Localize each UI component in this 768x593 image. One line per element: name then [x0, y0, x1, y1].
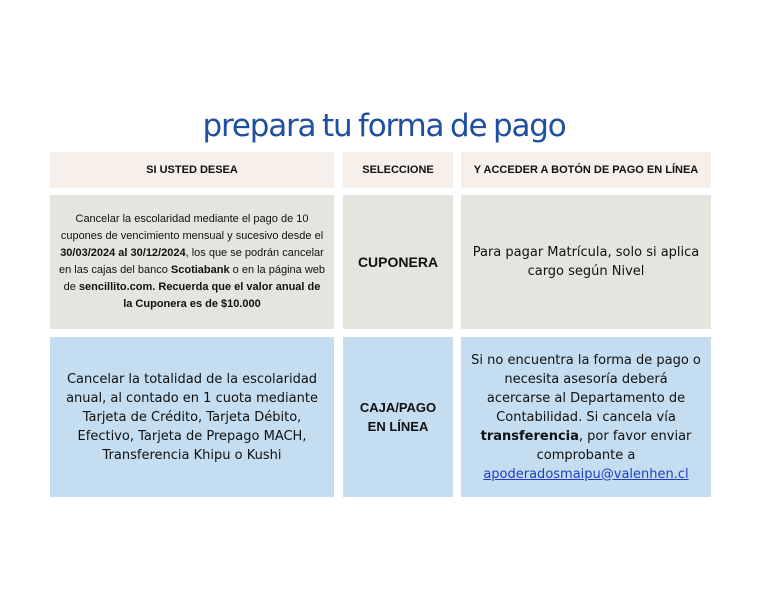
cuponera-desc-text-2: , los que se podrán cancelar en las cajas del banco: [58, 247, 324, 276]
cuponera-desc-text-3: o en la página web de: [63, 264, 326, 293]
option-label-line1: CAJA/PAGO: [359, 400, 437, 415]
cuponera-desc-text: Cancelar la escolaridad mediante el pago de 10 cupones de vencimiento mensual y sucesivo desde el: [60, 213, 324, 242]
header-boton-pago: Y ACCEDER A BOTÓN DE PAGO EN LÍNEA: [461, 152, 711, 188]
email-link[interactable]: apoderadosmaipu@valenhen.cl: [483, 466, 689, 482]
bank-name: Scotiabank: [170, 264, 230, 276]
transferencia-bold: transferencia: [480, 428, 579, 444]
caja-description: Cancelar la totalidad de la escolaridad anual, al contado en 1 cuota mediante Tarjeta de Crédito, Tarjeta Débito, Efectivo, Tarjeta de Prepago MACH, Transferencia Khipu o Kushi: [50, 337, 334, 497]
caja-action-note: [461, 337, 711, 497]
contact-text: Si no encuentra la forma de pago o necesita asesoría deberá acercarse al Departamento de Contabilidad. Si cancela vía: [471, 352, 701, 425]
option-cuponera[interactable]: CUPONERA: [343, 195, 453, 329]
header-seleccione: SELECCIONE: [343, 152, 453, 188]
page-title: prepara tu forma de pago: [202, 108, 566, 144]
cuponera-description: [50, 195, 334, 329]
cuponera-dates: 30/03/2024 al 30/12/2024: [60, 247, 186, 259]
option-label-line2: EN LÍNEA: [367, 419, 429, 434]
contact-text-2: , por favor enviar comprobante a: [536, 428, 692, 463]
cuponera-web-note: sencillito.com. Recuerda que el valor anual de la Cuponera es de $10.000: [78, 281, 321, 310]
option-caja-pago-en-linea[interactable]: [343, 337, 453, 497]
cuponera-action-note: Para pagar Matrícula, solo si aplica cargo según Nivel: [461, 195, 711, 329]
header-si-usted-desea: SI USTED DESEA: [50, 152, 334, 188]
